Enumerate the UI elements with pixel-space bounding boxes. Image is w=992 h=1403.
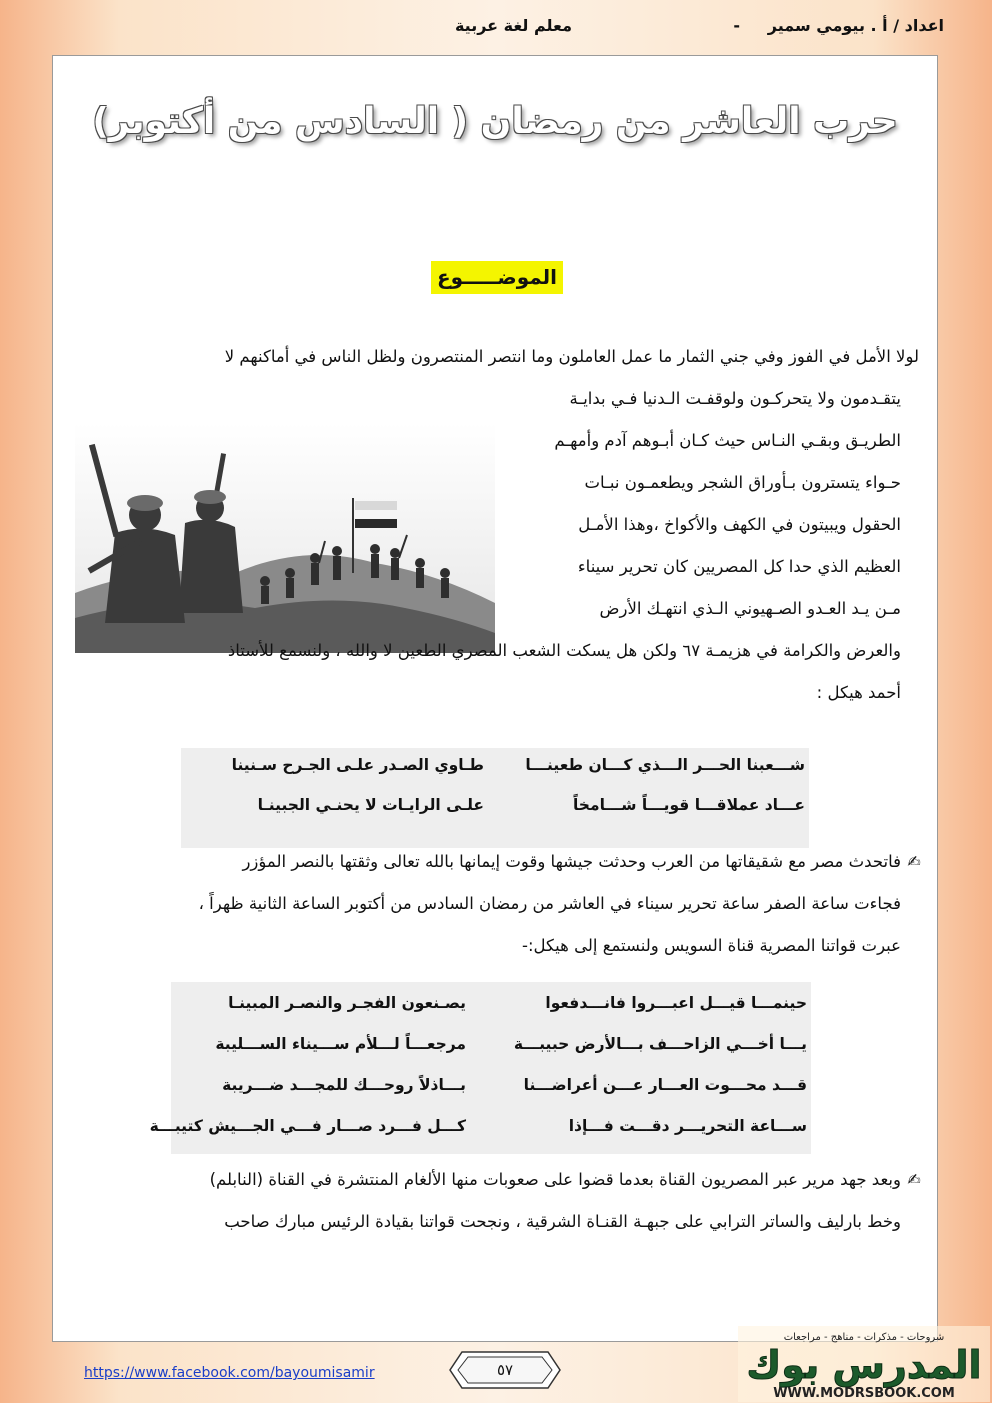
intro-line-7: مـن يـد العـدو الصـهيوني الـذي انتهـك الأرض: [599, 599, 901, 618]
poem2-line4-left: كـــل فـــرد صـــار فـــي الجـــيش كتيبـــة: [149, 1117, 466, 1135]
writing-hand-icon: ✍: [907, 1170, 921, 1189]
poem2-line2-left: مرجعـــاً لـــلأم ســـيناء الســـليبة: [215, 1035, 466, 1053]
intro-line-3: الطريـق وبقـي النـاس حيث كـان أبـوهم آدم وأمهـم: [554, 431, 901, 450]
intro-line-9: أحمد هيكل :: [816, 683, 901, 702]
intro-line-4: حـواء يتسترون بـأوراق الشجر ويطعمـون نبـات: [584, 473, 901, 492]
page-number: ٥٧: [496, 1361, 514, 1379]
second-line-1: فاتحدث مصر مع شقيقاتها من العرب وحدثت جيشها وقوت إيمانها بالله تعالى وثقتها بالنصر المؤزر: [242, 852, 901, 871]
page-header: [0, 0, 992, 50]
second-line-2: فجاءت ساعة الصفر ساعة تحرير سيناء في العاشر من رمضان السادس من أكتوبر الساعة الثانية ظهراً ،: [198, 894, 901, 913]
logo-url: WWW.MODRSBOOK.COM: [773, 1386, 955, 1401]
page-frame: [52, 55, 938, 1342]
poem2-line3-left: بـــاذلاً روحـــك للمجـــد ضـــريبة: [222, 1076, 466, 1094]
poem2-line1-left: يصـنعون الفجـر والنصـر المبينـا: [228, 994, 466, 1012]
poem1-line2-right: عـــاد عملاقـــا قويـــاً شـــامخاً: [572, 796, 805, 814]
poem2-line2-right: يـــا أخـــي الزاحـــف بـــالأرض حبيبـــة: [513, 1035, 807, 1053]
poem-2: [149, 982, 811, 1154]
logo-name: المدرس بوك: [746, 1343, 982, 1387]
intro-line-2: يتقـدمون ولا يتحركـون ولوقفـت الـدنيا فـي بدايـة: [569, 389, 901, 408]
header-role: معلم لغة عربية: [454, 16, 572, 35]
poem1-line2-left: علـى الرايـات لا يحنـي الجبينـا: [257, 796, 484, 814]
section-heading: الموضـــــوع: [431, 261, 563, 294]
intro-line-1: لولا الأمل في الفوز وفي جني الثمار ما عمل العاملون وما انتصر المنتصرون ولظل الناس في أماكنهم لا: [224, 347, 919, 366]
logo-tagline: شروحات - مذكرات - مناهج - مراجعات: [783, 1332, 945, 1343]
poem2-line1-right: حينمـــا قيـــل اعبـــروا فانـــدفعوا: [545, 994, 807, 1012]
poem2-line3-right: قـــد محـــوت العـــار عـــن أعراضـــنا: [523, 1076, 807, 1094]
intro-line-8: والعرض والكرامة في هزيمـة ٦٧ ولكن هل يسكت الشعب المصري الطعين لا والله ، ولنسمع للأستاذ: [227, 641, 901, 660]
poem2-line4-right: ســـاعة التحريـــر دقـــت فـــإذا: [568, 1117, 807, 1135]
header-dash: -: [733, 16, 740, 35]
poem1-line1-left: طـاوي الصـدر علـى الجـرح سـنينا: [231, 756, 484, 774]
third-line-1: وبعد جهد مرير عبر المصريون القناة بعدما قضوا على صعوبات منها الألغام المنتشرة في القناة (النابلم): [209, 1170, 901, 1189]
poem-1: [181, 748, 809, 848]
second-line-3: عبرت قواتنا المصرية قناة السويس ولنستمع إلى هيكل:-: [522, 936, 901, 955]
page-number-badge: [448, 1350, 562, 1390]
header-author: اعداد / أ . بيومي سمير: [767, 16, 944, 35]
soldiers-photo: [75, 423, 495, 653]
third-line-2: وخط بارليف والساتر الترابي على جبهـة القنـاة الشرقية ، ونجحت قواتنا بقيادة الرئيس مبارك صاحب: [224, 1212, 901, 1231]
modrsbook-logo[interactable]: [738, 1326, 990, 1402]
facebook-link[interactable]: https://www.facebook.com/bayoumisamir: [84, 1365, 375, 1381]
page-title: حرب العاشر من رمضان ( السادس من أكتوبر): [92, 101, 898, 142]
intro-line-5: الحقول ويبيتون في الكهف والأكواخ ،وهذا الأمـل: [578, 515, 901, 534]
poem1-line1-right: شـــعبنا الحـــر الـــذي كـــان طعينـــا: [525, 756, 805, 774]
writing-hand-icon: ✍: [907, 852, 921, 871]
intro-line-6: العظيم الذي حدا كل المصريين كان تحرير سيناء: [577, 557, 901, 576]
